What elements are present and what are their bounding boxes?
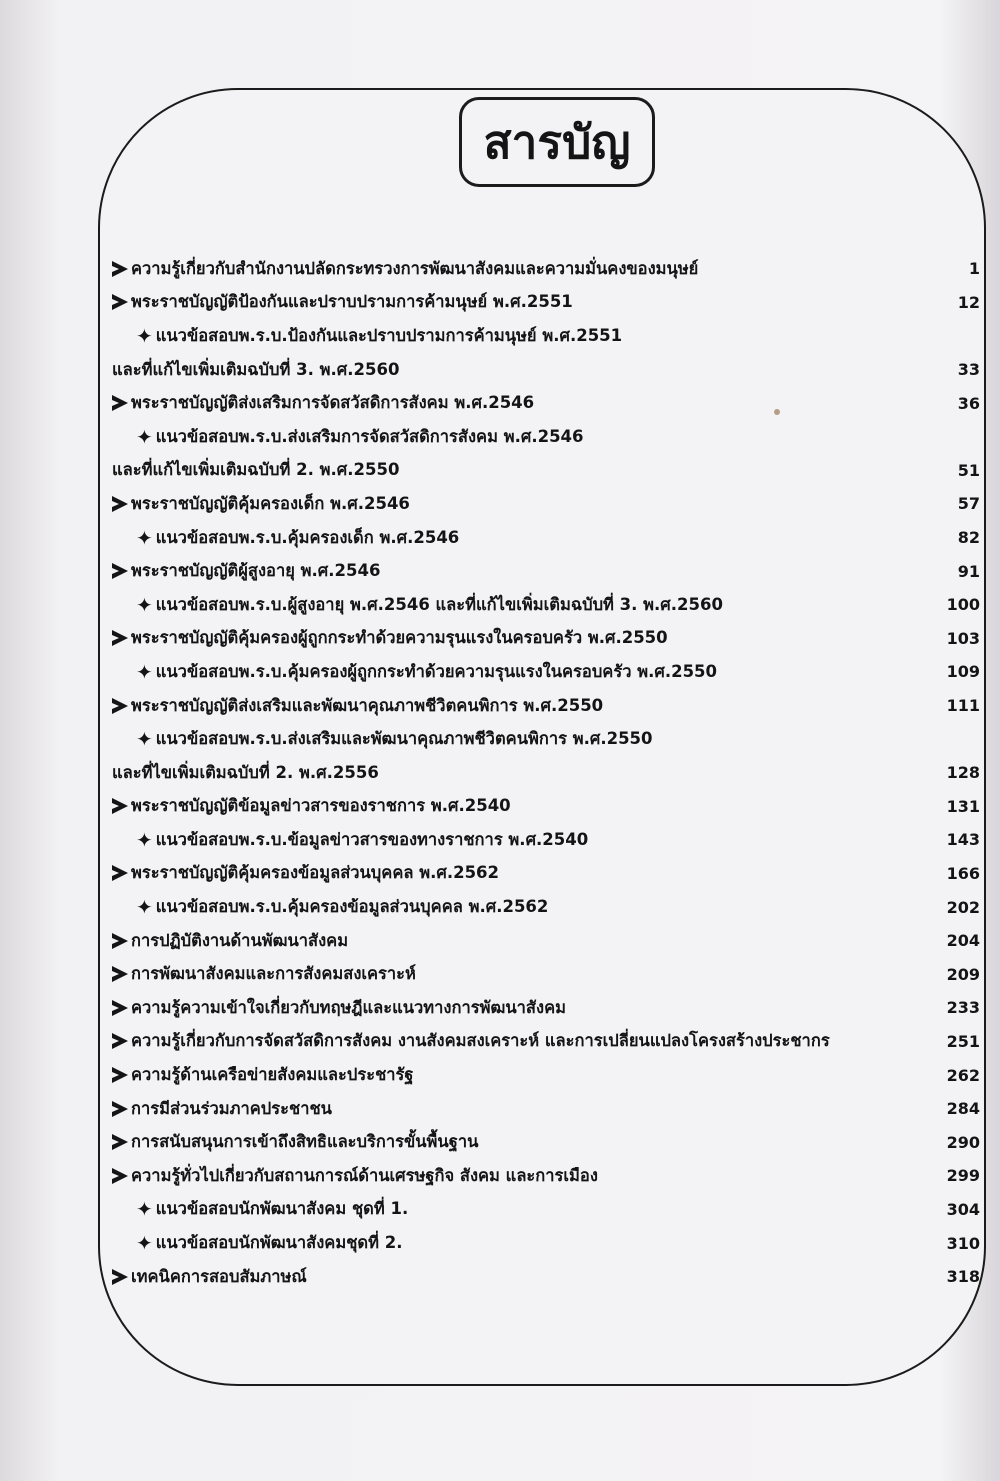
arrowhead-bullet-icon [112,1101,128,1117]
toc-page-number: 82 [957,528,980,548]
toc-entry-text: พระราชบัญญัติป้องกันและปราบปรามการค้ามนุษย์ พ.ศ.2551 [131,292,573,312]
toc-entry-label [112,961,920,987]
toc-entry-continuation [112,454,980,488]
title-box [459,97,655,187]
toc-entry [112,1260,980,1294]
toc-entry-label [112,894,920,920]
toc-entry-text: พระราชบัญญัติข้อมูลข่าวสารของราชการ พ.ศ.2540 [131,796,511,816]
toc-entry [112,857,980,891]
toc-page-number: 103 [946,628,980,648]
toc-page-number: 262 [946,1065,980,1085]
toc-entry-text: เทคนิคการสอบสัมภาษณ์ [131,1266,307,1286]
toc-entry [112,1025,980,1059]
arrowhead-bullet-icon [112,698,128,714]
toc-entry-text: แนวข้อสอบนักพัฒนาสังคมชุดที่ 2. [155,1233,403,1253]
toc-entry-text: การพัฒนาสังคมและการสังคมสงเคราะห์ [131,964,416,984]
toc-entry [112,622,980,656]
toc-page-number: 111 [946,696,980,716]
toc-page-number: 310 [946,1233,980,1253]
toc-entry-text: แนวข้อสอบพ.ร.บ.คุ้มครองเด็ก พ.ศ.2546 [155,527,460,547]
star-bullet-icon: ✦ [136,827,153,852]
toc-entry-text: พระราชบัญญัติส่งเสริมการจัดสวัสดิการสังคม พ.ศ.2546 [131,393,535,413]
arrowhead-bullet-icon [112,865,128,881]
toc-entry-label [112,827,920,853]
star-bullet-icon: ✦ [136,1197,153,1222]
toc-entry-label [112,726,920,752]
toc-entry-text: แนวข้อสอบพ.ร.บ.ผู้สูงอายุ พ.ศ.2546 และที่แก้ไขเพิ่มเติมฉบับที่ 3. พ.ศ.2560 [155,594,723,614]
toc-subentry [112,420,980,454]
arrowhead-bullet-icon [112,1269,128,1285]
toc-entry-label [112,256,920,282]
toc-entry-continuation [112,756,980,790]
toc-entry-label [112,457,920,483]
toc-entry-text: และที่ไขเพิ่มเติมฉบับที่ 2. พ.ศ.2556 [112,762,379,782]
toc-page-number: 233 [946,998,980,1018]
star-bullet-icon: ✦ [136,727,153,752]
arrowhead-bullet-icon [112,496,128,512]
toc-subentry [112,521,980,555]
toc-page-number: 128 [946,763,980,783]
toc-entry-label [112,424,920,450]
toc-entry [112,689,980,723]
toc-entry-label [112,592,920,618]
toc-entry-text: แนวข้อสอบพ.ร.บ.คุ้มครองข้อมูลส่วนบุคคล พ.ศ.2562 [155,897,549,917]
toc-entry-label [112,1163,920,1189]
toc-entry-label [112,928,920,954]
toc-entry [112,957,980,991]
arrowhead-bullet-icon [112,1168,128,1184]
toc-entry-label [112,289,920,315]
page-title: สารบัญ [483,115,631,169]
toc-entry-label [112,323,920,349]
toc-entry-label [112,525,920,551]
toc-entry-label [112,793,920,819]
star-bullet-icon: ✦ [136,525,153,550]
toc-entry [112,790,980,824]
toc-entry-label [112,1028,920,1054]
toc-entry-text: แนวข้อสอบพ.ร.บ.ส่งเสริมการจัดสวัสดิการสังคม พ.ศ.2546 [155,426,584,446]
toc-page-number: 12 [957,292,980,312]
toc-entry-text: ความรู้ด้านเครือข่ายสังคมและประชารัฐ [131,1065,414,1085]
toc-entry-text: แนวข้อสอบพ.ร.บ.ข้อมูลข่าวสารของทางราชการ พ.ศ.2540 [155,829,589,849]
toc-subentry [112,823,980,857]
toc-entry-label [112,1196,920,1222]
toc-page-number: 284 [946,1099,980,1119]
toc-entry-label [112,491,920,517]
toc-entry-continuation [112,353,980,387]
toc-page-number: 36 [957,393,980,413]
toc-subentry [112,655,980,689]
toc-page-number: 290 [946,1132,980,1152]
toc-entry [112,1092,980,1126]
arrowhead-bullet-icon [112,1067,128,1083]
toc-page-number: 57 [957,494,980,514]
toc-entry-label [112,693,920,719]
toc-entry-label [112,760,920,786]
toc-page-number: 91 [957,561,980,581]
toc-entry-text: แนวข้อสอบพ.ร.บ.คุ้มครองผู้ถูกกระทำด้วยความรุนแรงในครอบครัว พ.ศ.2550 [155,661,718,681]
toc-entry-label [112,860,920,886]
toc-page-number: 131 [946,796,980,816]
arrowhead-bullet-icon [112,1033,128,1049]
toc-page-number: 318 [946,1267,980,1287]
toc-page-number: 1 [968,259,980,279]
arrowhead-bullet-icon [112,395,128,411]
toc-entry-text: และที่แก้ไขเพิ่มเติมฉบับที่ 2. พ.ศ.2550 [112,460,400,480]
toc-entry [112,252,980,286]
star-bullet-icon: ✦ [136,1231,153,1256]
arrowhead-bullet-icon [112,966,128,982]
toc-entry [112,1058,980,1092]
toc-page-number: 166 [946,863,980,883]
arrowhead-bullet-icon [112,294,128,310]
toc-page-number: 209 [946,964,980,984]
toc-entry-text: พระราชบัญญัติคุ้มครองข้อมูลส่วนบุคคล พ.ศ.2562 [131,863,500,883]
toc-subentry [112,1193,980,1227]
toc-entry-text: พระราชบัญญัติผู้สูงอายุ พ.ศ.2546 [131,561,381,581]
toc-entry-text: ความรู้ทั่วไปเกี่ยวกับสถานการณ์ด้านเศรษฐกิจ สังคม และการเมือง [131,1165,598,1185]
toc-entry-text: การสนับสนุนการเข้าถึงสิทธิและบริการขั้นพื้นฐาน [131,1132,479,1152]
toc-entry-label [112,625,920,651]
toc-entry-label [112,1264,920,1290]
toc-entry-text: ความรู้ความเข้าใจเกี่ยวกับทฤษฎีและแนวทางการพัฒนาสังคม [131,997,566,1017]
toc-page-number: 304 [946,1199,980,1219]
arrowhead-bullet-icon [112,933,128,949]
toc-page-number: 33 [957,360,980,380]
toc-entry-label [112,1096,920,1122]
toc-entry-label [112,1129,920,1155]
toc-entry [112,386,980,420]
toc-entry-label [112,357,920,383]
toc-page-number: 251 [946,1031,980,1051]
arrowhead-bullet-icon [112,261,128,277]
arrowhead-bullet-icon [112,1134,128,1150]
toc-entry-label [112,558,920,584]
toc-page-number: 109 [946,662,980,682]
toc-entry [112,1159,980,1193]
toc-page-number: 100 [946,595,980,615]
toc-entry-text: แนวข้อสอบพ.ร.บ.ป้องกันและปราบปรามการค้ามนุษย์ พ.ศ.2551 [155,325,623,345]
toc-entry [112,554,980,588]
toc-entry-text: แนวข้อสอบนักพัฒนาสังคม ชุดที่ 1. [155,1199,409,1219]
arrowhead-bullet-icon [112,1000,128,1016]
toc-subentry [112,1226,980,1260]
toc-entry-label [112,390,920,416]
arrowhead-bullet-icon [112,563,128,579]
toc-entry-text: ความรู้เกี่ยวกับสำนักงานปลัดกระทรวงการพัฒนาสังคมและความมั่นคงของมนุษย์ [131,258,699,278]
toc-entry-label [112,995,920,1021]
toc-page-number: 299 [946,1166,980,1186]
toc-entry [112,1125,980,1159]
toc-entry-text: ความรู้เกี่ยวกับการจัดสวัสดิการสังคม งานสังคมสงเคราะห์ และการเปลี่ยนแปลงโครงสร้างประชากร [131,1031,830,1051]
toc-entry-text: พระราชบัญญัติคุ้มครองเด็ก พ.ศ.2546 [131,493,410,513]
toc-entry-text: พระราชบัญญัติคุ้มครองผู้ถูกกระทำด้วยความรุนแรงในครอบครัว พ.ศ.2550 [131,628,668,648]
toc-subentry [112,588,980,622]
toc-page-number: 202 [946,897,980,917]
star-bullet-icon: ✦ [136,659,153,684]
star-bullet-icon: ✦ [136,424,153,449]
toc-entry-label [112,659,920,685]
toc-page-number: 51 [957,460,980,480]
toc-page-number: 204 [946,931,980,951]
toc-subentry [112,319,980,353]
arrowhead-bullet-icon [112,798,128,814]
arrowhead-bullet-icon [112,630,128,646]
toc-entry-text: พระราชบัญญัติส่งเสริมและพัฒนาคุณภาพชีวิตคนพิการ พ.ศ.2550 [131,695,604,715]
toc-entry [112,286,980,320]
toc-entry-text: และที่แก้ไขเพิ่มเติมฉบับที่ 3. พ.ศ.2560 [112,359,400,379]
toc-entry [112,924,980,958]
toc-entry [112,487,980,521]
toc-subentry [112,722,980,756]
toc-entry-text: การมีส่วนร่วมภาคประชาชน [131,1098,332,1118]
toc-page-number: 143 [946,830,980,850]
star-bullet-icon: ✦ [136,323,153,348]
toc-entry [112,991,980,1025]
toc-subentry [112,890,980,924]
star-bullet-icon: ✦ [136,592,153,617]
toc-entry-label [112,1230,920,1256]
toc-entry-label [112,1062,920,1088]
star-bullet-icon: ✦ [136,895,153,920]
toc-entry-text: การปฏิบัติงานด้านพัฒนาสังคม [131,930,349,950]
table-of-contents [112,252,980,1293]
toc-entry-text: แนวข้อสอบพ.ร.บ.ส่งเสริมและพัฒนาคุณภาพชีวิตคนพิการ พ.ศ.2550 [155,729,653,749]
